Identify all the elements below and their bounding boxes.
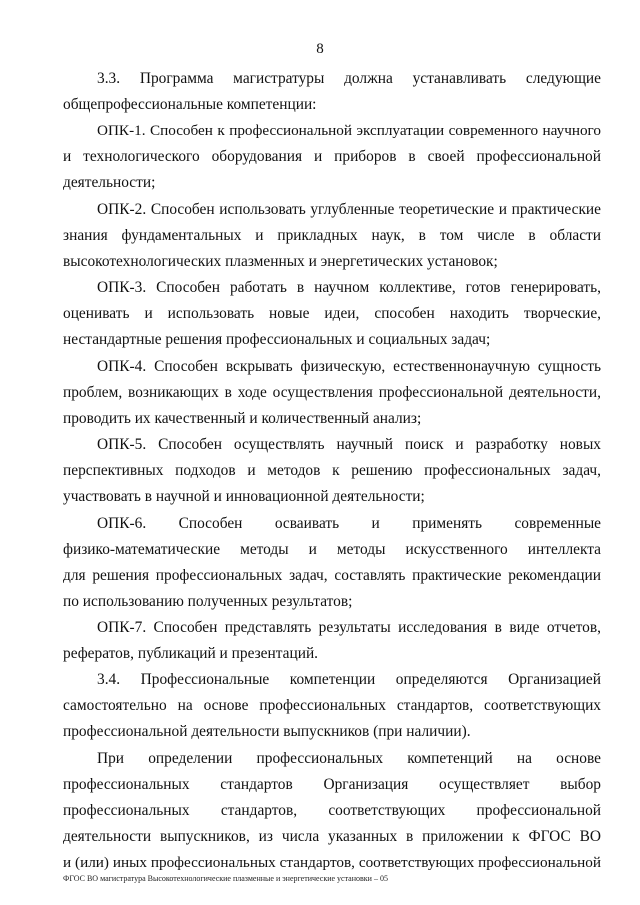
paragraph-selection-line-4: деятельности выпускников, из числа указанных в приложении к ФГОС ВО bbox=[63, 828, 601, 845]
opk-5-line-3: участвовать в научной и инновационной деятельности; bbox=[63, 488, 425, 505]
opk-6-line-2: физико-математические методы и методы искусственного интеллекта bbox=[63, 541, 601, 558]
opk-3-line-2: оценивать и использовать новые идеи, способен находить творческие, bbox=[63, 305, 601, 322]
paragraph-3-3-line-1: 3.3. Программа магистратуры должна устанавливать следующие bbox=[97, 70, 601, 87]
opk-3-line-1: ОПК-3. Способен работать в научном коллективе, готов генерировать, bbox=[97, 279, 601, 296]
opk-1-line-3: деятельности; bbox=[63, 174, 156, 191]
paragraph-selection-line-2: профессиональных стандартов Организация осуществляет выбор bbox=[63, 776, 601, 793]
opk-3-line-3: нестандартные решения профессиональных и социальных задач; bbox=[63, 331, 491, 348]
opk-1-line-2: и технологического оборудования и приборов в своей профессиональной bbox=[63, 148, 601, 165]
document-footer: ФГОС ВО магистратура Высокотехнологические плазменные и энергетические установки – 05 bbox=[63, 874, 388, 883]
opk-5-line-1: ОПК-5. Способен осуществлять научный поиск и разработку новых bbox=[97, 436, 601, 453]
paragraph-3-4-line-3: профессиональной деятельности выпускников (при наличии). bbox=[63, 723, 471, 740]
page-number: 8 bbox=[316, 41, 324, 57]
opk-2-line-2: знания фундаментальных и прикладных наук, в том числе в области bbox=[63, 227, 601, 244]
paragraph-3-4-line-1: 3.4. Профессиональные компетенции определяются Организацией bbox=[97, 671, 601, 688]
opk-6-line-1: ОПК-6. Способен осваивать и применять современные bbox=[97, 515, 601, 532]
opk-4-line-1: ОПК-4. Способен вскрывать физическую, естественнонаучную сущность bbox=[97, 358, 601, 375]
paragraph-selection-line-5: и (или) иных профессиональных стандартов, соответствующих профессиональной bbox=[63, 854, 601, 871]
paragraph-selection-line-3: профессиональных стандартов, соответствующих профессиональной bbox=[63, 802, 601, 819]
opk-6-line-3: для решения профессиональных задач, составлять практические рекомендации bbox=[63, 567, 601, 584]
opk-7-line-1: ОПК-7. Способен представлять результаты исследования в виде отчетов, bbox=[97, 619, 601, 636]
paragraph-selection-line-1: При определении профессиональных компетенций на основе bbox=[97, 750, 601, 767]
opk-7-line-2: рефератов, публикаций и презентаций. bbox=[63, 645, 319, 662]
opk-1-line-1: ОПК-1. Способен к профессиональной эксплуатации современного научного bbox=[97, 122, 601, 139]
opk-5-line-2: перспективных подходов и методов к решению профессиональных задач, bbox=[63, 462, 601, 479]
paragraph-3-4-line-2: самостоятельно на основе профессиональных стандартов, соответствующих bbox=[63, 697, 601, 714]
opk-4-line-2: проблем, возникающих в ходе осуществления профессиональной деятельности, bbox=[63, 384, 601, 401]
opk-6-line-4: по использованию полученных результатов; bbox=[63, 593, 353, 610]
opk-4-line-3: проводить их качественный и количественный анализ; bbox=[63, 410, 422, 427]
opk-2-line-1: ОПК-2. Способен использовать углубленные теоретические и практические bbox=[97, 201, 601, 218]
opk-2-line-3: высокотехнологических плазменных и энергетических установок; bbox=[63, 253, 498, 270]
paragraph-3-3-line-2: общепрофессиональные компетенции: bbox=[63, 96, 317, 113]
